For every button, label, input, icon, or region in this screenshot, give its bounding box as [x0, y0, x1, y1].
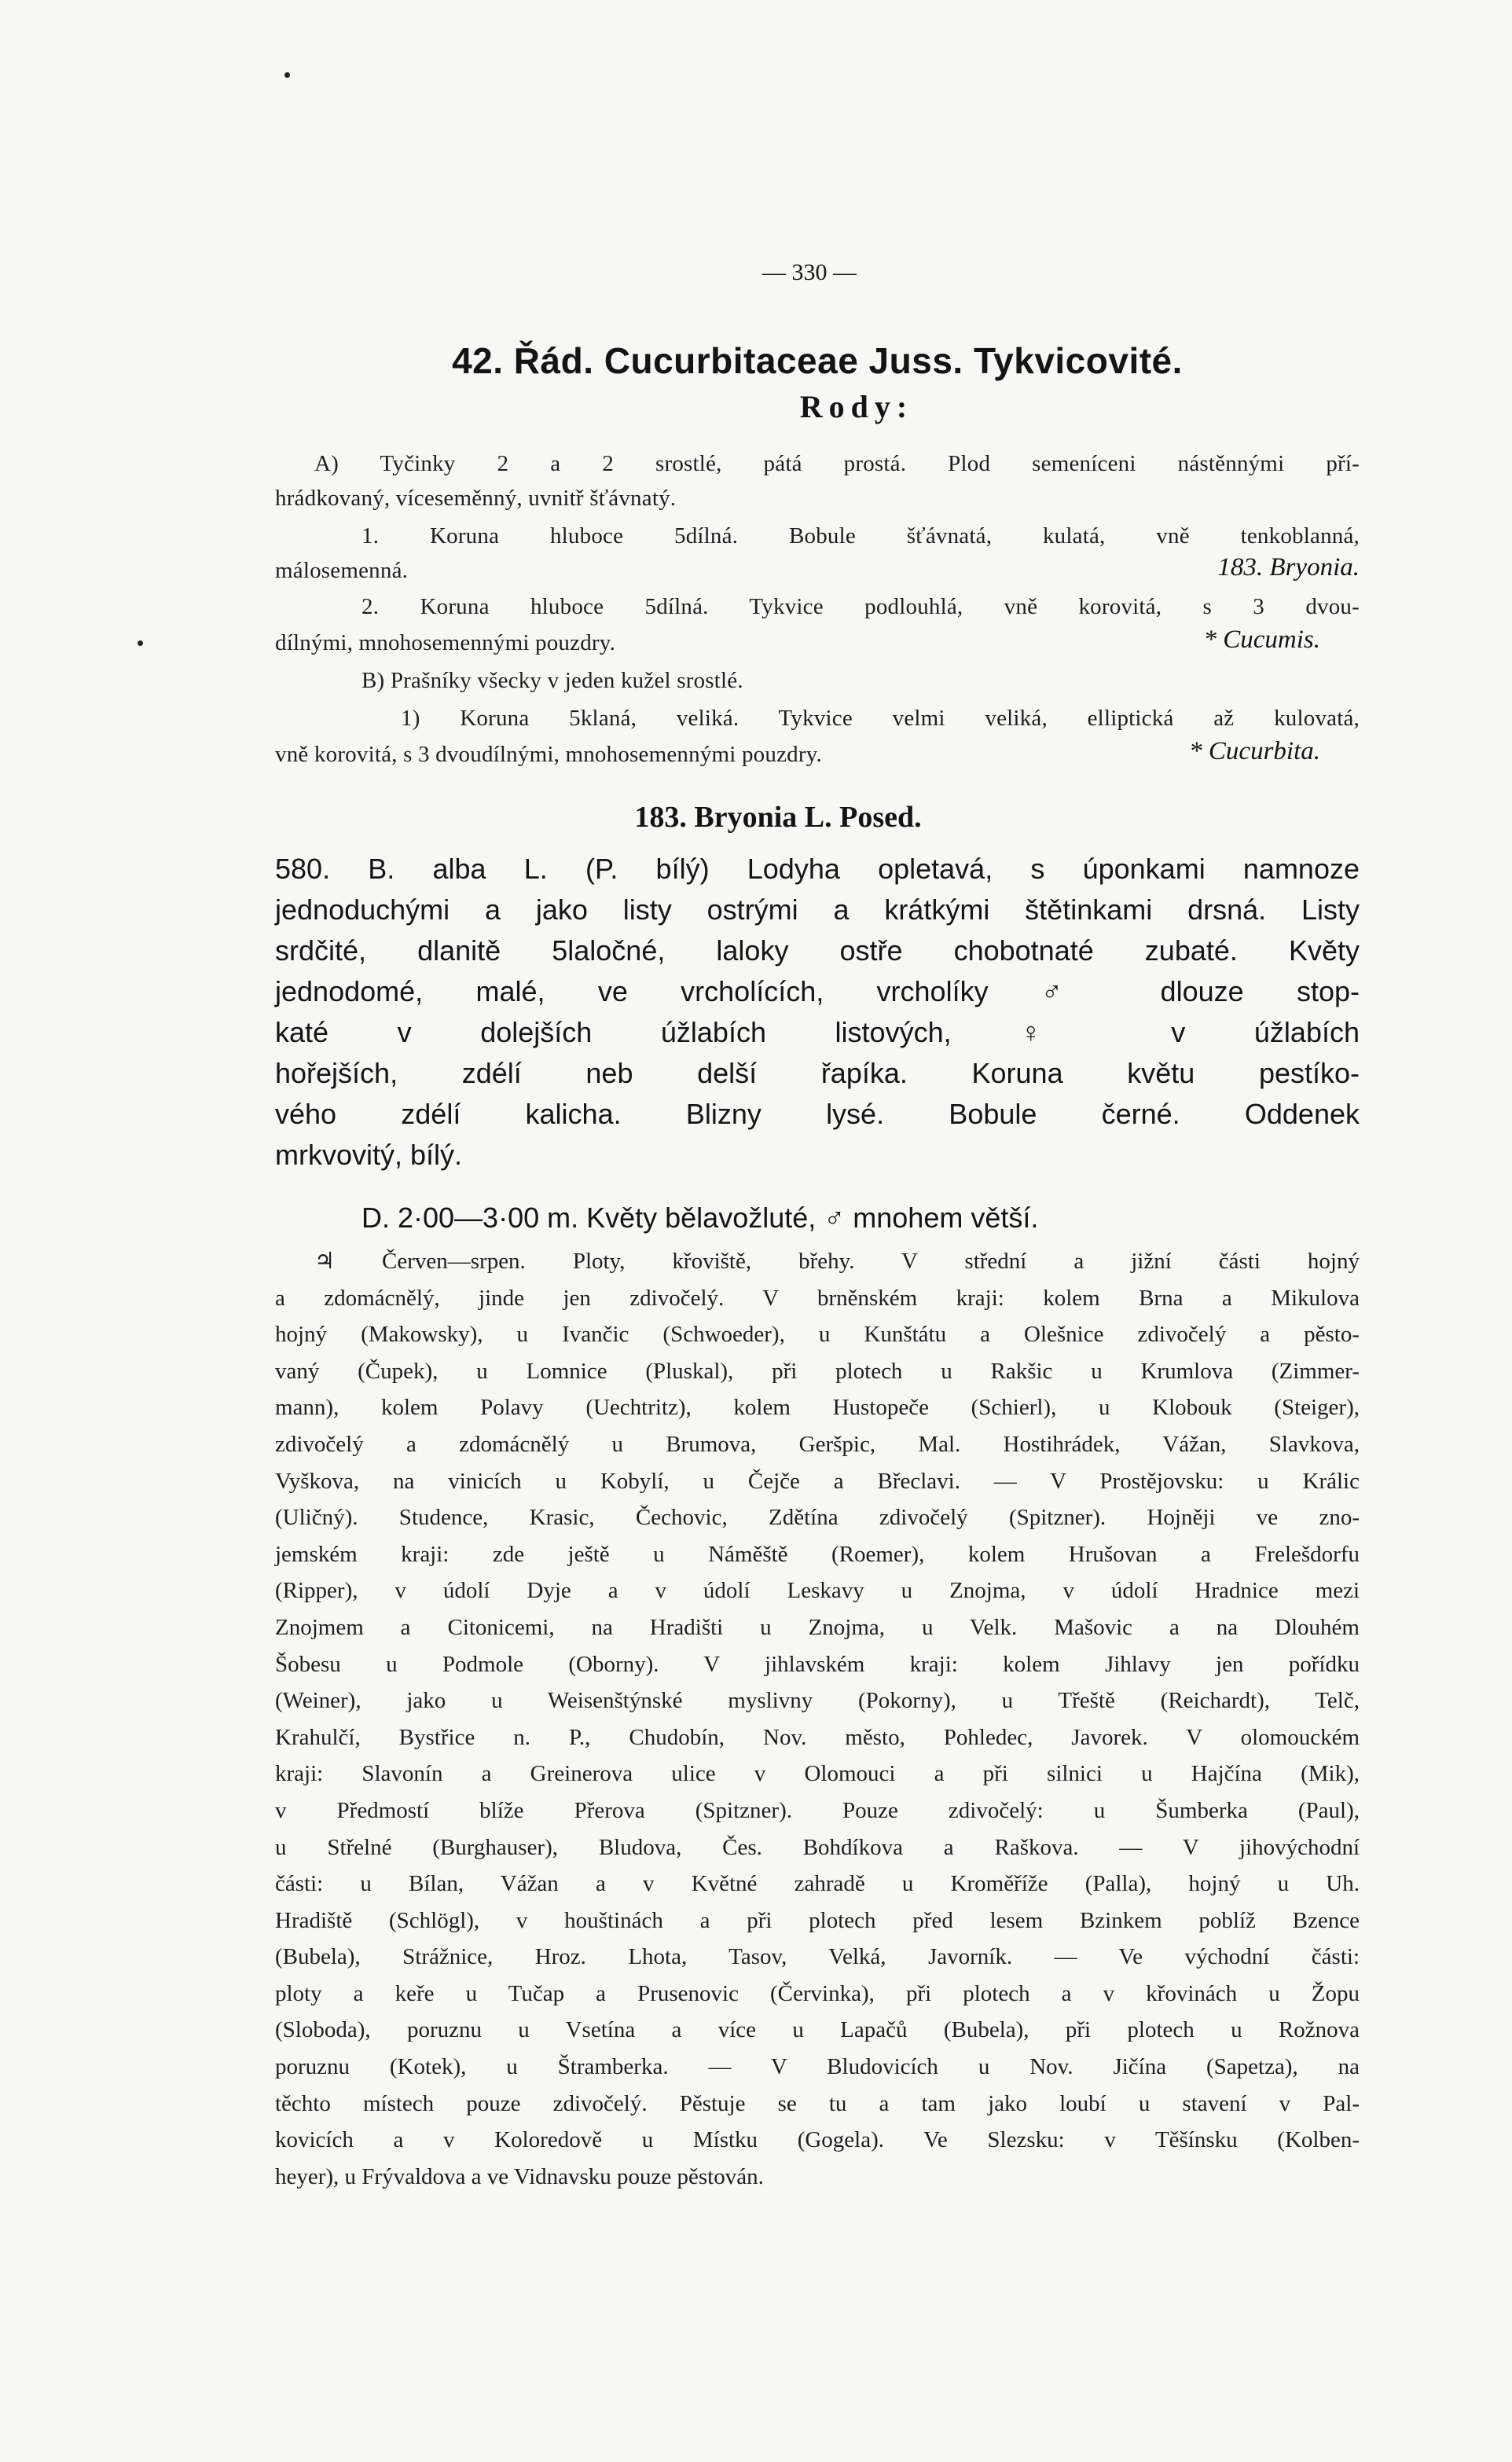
- species-line: 580. B. alba L. (P. bílý) Lodyha opletavá, s úponkami namnoze: [275, 853, 1360, 885]
- distribution-line: (Bubela), Strážnice, Hroz. Lhota, Tasov, Velká, Javorník. — Ve východní části:: [275, 1944, 1360, 1970]
- species-line: katé v dolejších úžlabích listových, ♀ v úžlabích: [275, 1016, 1360, 1048]
- distribution-line: u Střelné (Burghauser), Bludova, Čes. Bohdíkova a Raškova. — V jihovýchodní: [275, 1834, 1360, 1860]
- distribution-line: jemském kraji: zde ještě u Náměště (Roemer), kolem Hrušovan a Frelešdorfu: [275, 1541, 1360, 1567]
- distribution-line: (Weiner), jako u Weisenštýnské myslivny (Pokorny), u Třeště (Reichardt), Telč,: [275, 1688, 1360, 1714]
- distribution-line: kraji: Slavonín a Greinerova ulice v Olomouci a při silnici u Hajčína (Mik),: [275, 1761, 1360, 1787]
- margin-speck: [138, 640, 143, 646]
- key-item-1-line2: málosemenná.: [275, 558, 409, 583]
- species-line: jednoduchými a jako listy ostrými a krátkými štětinkami drsná. Listy: [275, 893, 1360, 926]
- distribution-line: v Předmostí blíže Přerova (Spitzner). Pouze zdivočelý: u Šumberka (Paul),: [275, 1797, 1360, 1823]
- distribution-line: těchto místech pouze zdivočelý. Pěstuje se tu a tam jako loubí u stavení v Pal-: [275, 2090, 1360, 2116]
- key-b1-line1: 1) Koruna 5klaná, veliká. Tykvice velmi veliká, elliptická až kulovatá,: [401, 706, 1360, 731]
- key-item-1-genus: 183. Bryonia.: [1217, 553, 1360, 582]
- key-b-line: B) Prašníky všecky v jeden kužel srostlé.: [361, 668, 743, 693]
- distribution-line: (Uličný). Studence, Krasic, Čechovic, Zdětína zdivočelý (Spitzner). Hojněji ve zno-: [275, 1505, 1360, 1531]
- distribution-line: mann), kolem Polavy (Uechtritz), kolem Hustopeče (Schierl), u Klobouk (Steiger),: [275, 1395, 1360, 1421]
- genera-heading: Rody:: [799, 389, 914, 424]
- species-line: srdčité, dlanitě 5laločné, laloky ostře chobotnaté zubaté. Květy: [275, 934, 1360, 967]
- species-description: [275, 849, 1360, 1176]
- order-heading: 42. Řád. Cucurbitaceae Juss. Tykvicovité.: [452, 340, 1183, 381]
- key-a-line2: hrádkovaný, víceseměnný, uvnitř šťávnatý.: [275, 486, 677, 511]
- distribution-line: poruznu (Kotek), u Štramberka. — V Bludovicích u Nov. Jičína (Sapetza), na: [275, 2054, 1360, 2080]
- key-b1-genus: * Cucurbita.: [1189, 737, 1320, 765]
- page-number: — 330 —: [762, 259, 857, 285]
- key-item-2-line2: dílnými, mnohosemennými pouzdry.: [275, 630, 616, 655]
- distribution-line: Šobesu u Podmole (Oborny). V jihlavském kraji: kolem Jihlavy jen pořídku: [275, 1651, 1360, 1677]
- key-b1-line2: vně korovitá, s 3 dvoudílnými, mnohosemennými pouzdry.: [275, 742, 822, 767]
- margin-speck: [284, 72, 290, 78]
- distribution-line: (Sloboda), poruznu u Vsetína a více u Lapačů (Bubela), při plotech u Rožnova: [275, 2017, 1360, 2043]
- species-line: mrkvovitý, bílý.: [275, 1139, 463, 1171]
- distribution-line: ♃ Červen—srpen. Ploty, křoviště, břehy. V střední a jižní části hojný: [314, 1249, 1360, 1274]
- distribution-line: Vyškova, na vinicích u Kobylí, u Čejče a Břeclavi. — V Prostějovsku: u Králic: [275, 1468, 1360, 1494]
- species-line: hořejších, zdélí neb delší řapíka. Koruna květu pestíko-: [275, 1057, 1360, 1089]
- distribution-line: (Ripper), v údolí Dyje a v údolí Leskavy u Znojma, v údolí Hradnice mezi: [275, 1578, 1360, 1604]
- distribution-line: Hradiště (Schlögl), v houštinách a při plotech před lesem Bzinkem poblíž Bzence: [275, 1907, 1360, 1933]
- key-item-2-genus: * Cucumis.: [1203, 626, 1320, 654]
- distribution-line: vaný (Čupek), u Lomnice (Pluskal), při plotech u Rakšic u Krumlova (Zimmer-: [275, 1358, 1360, 1384]
- distribution-line: heyer), u Frývaldova a ve Vidnavsku pouze pěstován.: [275, 2163, 764, 2189]
- distribution-line: hojný (Makowsky), u Ivančic (Schwoeder), u Kunštátu a Olešnice zdivočelý a pěsto-: [275, 1322, 1360, 1348]
- distribution-line: Znojmem a Citonicemi, na Hradišti u Znojma, u Velk. Mašovic a na Dlouhém: [275, 1614, 1360, 1640]
- distribution-line: části: u Bílan, Vážan a v Květné zahradě u Kroměříže (Palla), hojný u Uh.: [275, 1871, 1360, 1897]
- distribution-line: kovicích a v Koloredově u Místku (Gogela). Ve Slezsku: v Těšínsku (Kolben-: [275, 2127, 1360, 2153]
- key-item-1-line1: 1. Koruna hluboce 5dílná. Bobule šťávnatá, kulatá, vně tenkoblanná,: [361, 523, 1360, 549]
- species-line: jednodomé, malé, ve vrcholících, vrcholíky ♂ dlouze stop-: [275, 975, 1360, 1007]
- distribution-line: a zdomácnělý, jinde jen zdivočelý. V brněnském kraji: kolem Brna a Mikulova: [275, 1285, 1360, 1311]
- distribution-line: Krahulčí, Bystřice n. P., Chudobín, Nov. město, Pohledec, Javorek. V olomouckém: [275, 1724, 1360, 1750]
- species-dimensions: D. 2·00—3·00 m. Květy bělavožluté, ♂ mnohem větší.: [361, 1202, 1039, 1234]
- distribution-line: zdivočelý a zdomácnělý u Brumova, Geršpic, Mal. Hostihrádek, Vážan, Slavkova,: [275, 1431, 1360, 1457]
- distribution-text: [275, 1243, 1360, 2195]
- distribution-line: ploty a keře u Tučap a Prusenovic (Červinka), při plotech a v křovinách u Žopu: [275, 1980, 1360, 2006]
- key-a-line1: A) Tyčinky 2 a 2 srostlé, pátá prostá. Plod semeníceni nástěnnými pří-: [314, 451, 1360, 476]
- key-item-2-line1: 2. Koruna hluboce 5dílná. Tykvice podlouhlá, vně korovitá, s 3 dvou-: [361, 594, 1360, 619]
- genus-heading: 183. Bryonia L. Posed.: [634, 801, 922, 834]
- species-line: vého zdélí kalicha. Blizny lysé. Bobule černé. Oddenek: [275, 1098, 1360, 1130]
